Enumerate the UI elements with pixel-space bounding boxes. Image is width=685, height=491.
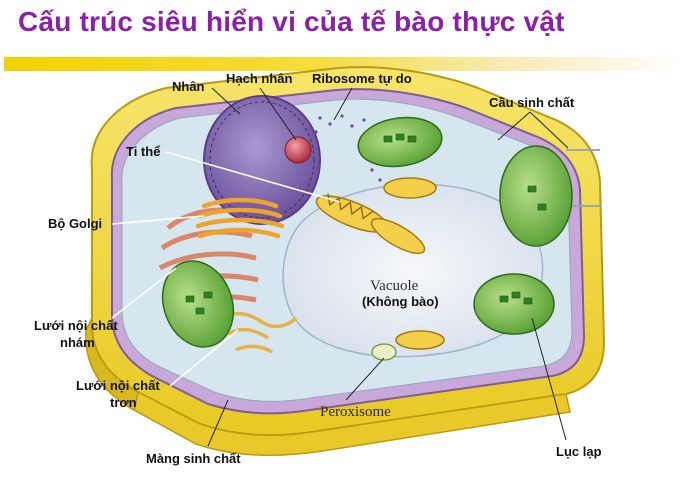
label-smooth-er-line2: trơn	[110, 395, 137, 410]
label-plasmodesmata: Cầu sinh chất	[489, 95, 575, 110]
label-rough-er-line2: nhám	[60, 335, 95, 350]
peroxisome	[372, 344, 396, 360]
nucleolus	[285, 137, 311, 163]
label-chloroplast: Lục lạp	[556, 444, 602, 459]
label-smooth-er-line1: Lưới nội chất	[76, 378, 160, 393]
label-vacuole-en: Vacuole	[370, 278, 419, 294]
label-nucleolus: Hạch nhân	[226, 71, 293, 86]
label-nucleus: Nhân	[172, 79, 205, 94]
label-rough-er-line1: Lưới nội chất	[34, 318, 118, 333]
label-golgi: Bộ Golgi	[48, 216, 103, 231]
label-free-ribosome: Ribosome tự do	[312, 71, 412, 86]
label-vacuole-vi: (Không bào)	[362, 294, 439, 309]
label-mitochondrion: Ti thể	[126, 144, 161, 159]
label-peroxisome: Peroxisome	[320, 404, 391, 420]
label-plasma-membrane: Màng sinh chất	[146, 451, 241, 466]
page-title: Cấu trúc siêu hiển vi của tế bào thực vật	[18, 6, 565, 37]
